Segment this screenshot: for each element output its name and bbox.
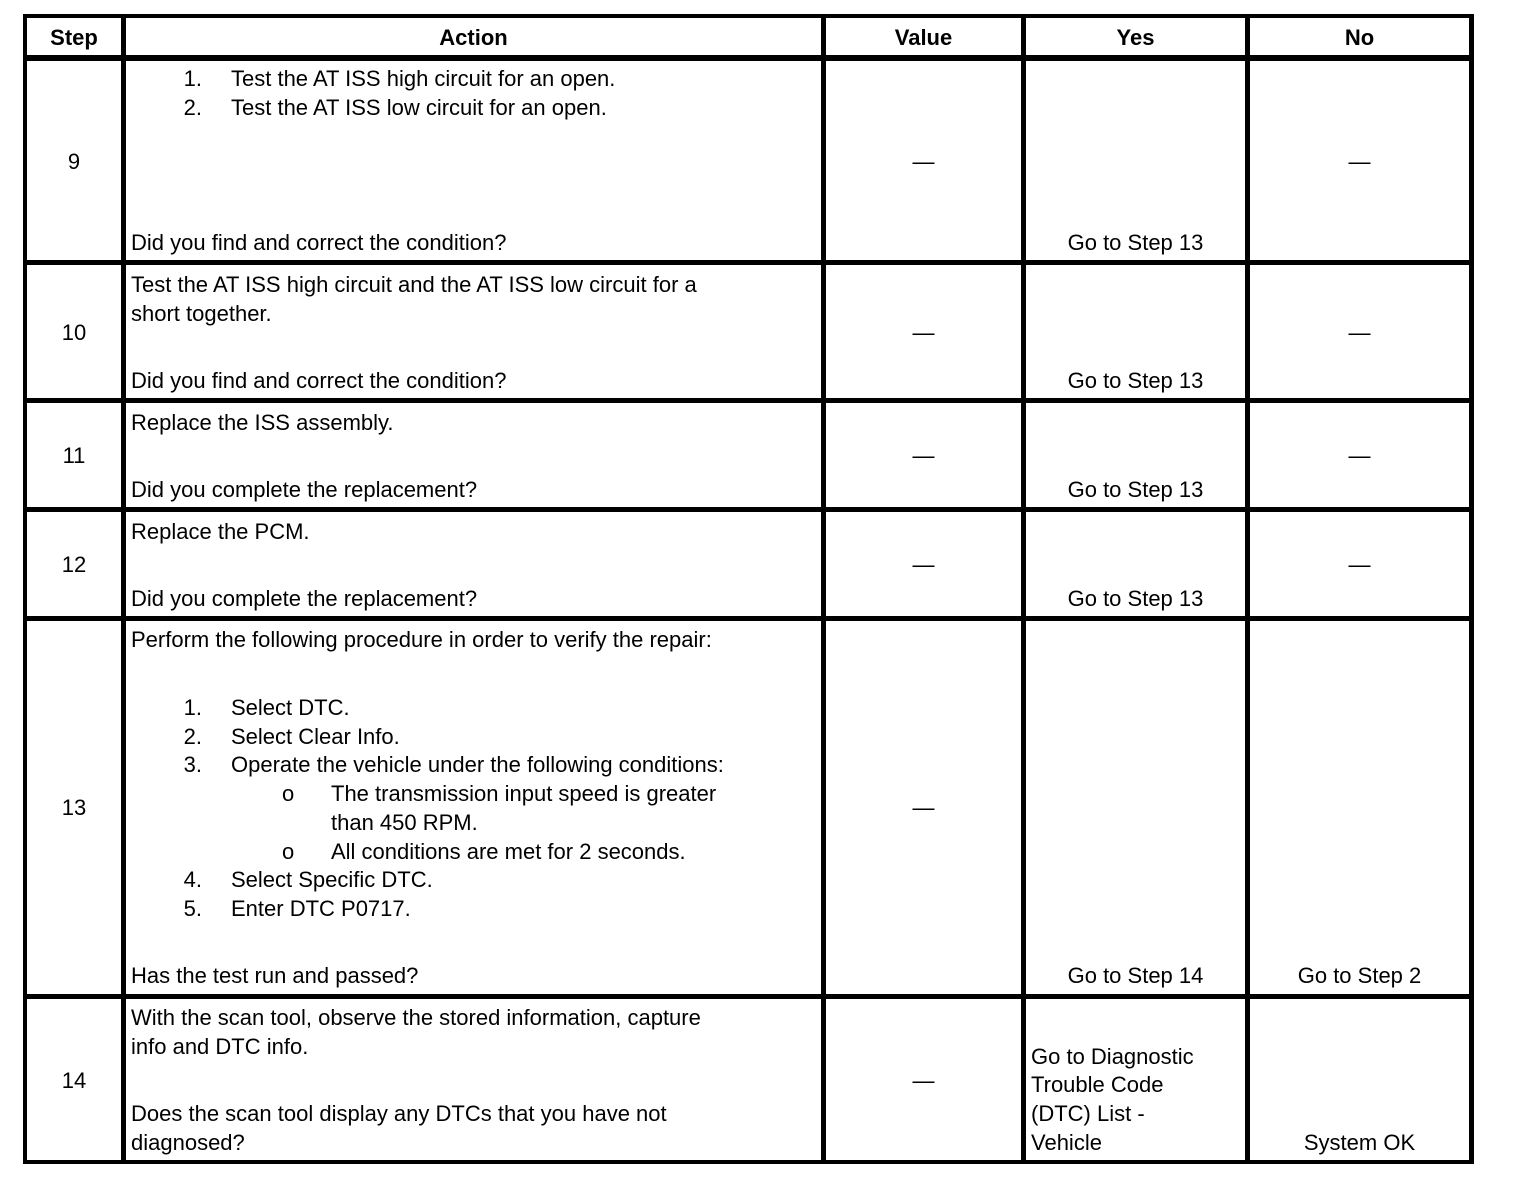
- step-number: 14: [61, 1068, 87, 1093]
- sublist-item-text: than 450 RPM.: [331, 810, 478, 835]
- list-number: 5.: [183, 896, 202, 921]
- action-text: info and DTC info.: [131, 1034, 309, 1059]
- table-rule: [23, 994, 1474, 999]
- header-action: Action: [439, 25, 508, 50]
- step-number: 12: [61, 552, 87, 577]
- table-rule: [23, 14, 1474, 18]
- table-rule: [23, 616, 1474, 621]
- no-cell: —: [1348, 443, 1371, 468]
- no-cell: —: [1348, 320, 1371, 345]
- action-text: short together.: [131, 301, 272, 326]
- action-question: Did you find and correct the condition?: [131, 368, 507, 393]
- value-cell: —: [912, 1068, 935, 1093]
- header-step: Step: [50, 25, 98, 50]
- sublist-bullet: o: [282, 839, 295, 864]
- value-cell: —: [912, 320, 935, 345]
- list-number: 4.: [183, 867, 202, 892]
- yes-cell: Go to Diagnostic: [1031, 1044, 1194, 1069]
- value-cell: —: [912, 552, 935, 577]
- value-cell: —: [912, 443, 935, 468]
- action-question: Did you find and correct the condition?: [131, 230, 507, 255]
- list-number: 3.: [183, 752, 202, 777]
- table-rule: [1469, 14, 1474, 1164]
- action-text: Perform the following procedure in order to verify the repair:: [131, 627, 712, 652]
- header-no: No: [1344, 25, 1375, 50]
- action-text: Replace the PCM.: [131, 519, 310, 544]
- no-cell: Go to Step 2: [1297, 963, 1422, 988]
- list-item-text: Enter DTC P0717.: [231, 896, 411, 921]
- list-item-text: Test the AT ISS low circuit for an open.: [231, 95, 607, 120]
- yes-cell: Go to Step 13: [1067, 477, 1204, 502]
- step-number: 13: [61, 795, 87, 820]
- action-question: diagnosed?: [131, 1130, 245, 1155]
- list-number: 2.: [183, 724, 202, 749]
- table-rule: [23, 55, 1474, 61]
- list-number: 1.: [183, 695, 202, 720]
- yes-cell: Go to Step 13: [1067, 230, 1204, 255]
- yes-cell: Go to Step 14: [1067, 963, 1204, 988]
- action-text: Test the AT ISS high circuit and the AT ISS low circuit for a: [131, 272, 697, 297]
- header-yes: Yes: [1116, 25, 1155, 50]
- step-number: 10: [61, 320, 87, 345]
- table-rule: [23, 14, 27, 1164]
- table-rule: [23, 1160, 1474, 1164]
- list-number: 2.: [183, 95, 202, 120]
- sublist-bullet: o: [282, 781, 295, 806]
- sublist-item-text: All conditions are met for 2 seconds.: [331, 839, 686, 864]
- yes-cell: Trouble Code: [1031, 1072, 1164, 1097]
- no-cell: System OK: [1303, 1130, 1416, 1155]
- yes-cell: (DTC) List -: [1031, 1101, 1145, 1126]
- sublist-item-text: The transmission input speed is greater: [331, 781, 717, 806]
- value-cell: —: [912, 149, 935, 174]
- list-item-text: Test the AT ISS high circuit for an open.: [231, 66, 616, 91]
- list-item-text: Select Specific DTC.: [231, 867, 433, 892]
- table-rule: [1245, 14, 1250, 1164]
- header-value: Value: [894, 25, 953, 50]
- value-cell: —: [912, 795, 935, 820]
- list-item-text: Select Clear Info.: [231, 724, 400, 749]
- yes-cell: Go to Step 13: [1067, 368, 1204, 393]
- action-text: With the scan tool, observe the stored information, capture: [131, 1005, 701, 1030]
- table-rule: [821, 14, 826, 1164]
- list-item-text: Select DTC.: [231, 695, 350, 720]
- action-question: Does the scan tool display any DTCs that you have not: [131, 1101, 667, 1126]
- table-rule: [121, 14, 126, 1164]
- action-question: Has the test run and passed?: [131, 963, 419, 988]
- list-item-text: Operate the vehicle under the following conditions:: [231, 752, 724, 777]
- table-rule: [23, 398, 1474, 403]
- list-number: 1.: [183, 66, 202, 91]
- yes-cell: Go to Step 13: [1067, 586, 1204, 611]
- step-number: 9: [67, 149, 81, 174]
- no-cell: —: [1348, 552, 1371, 577]
- table-rule: [23, 507, 1474, 512]
- yes-cell: Vehicle: [1031, 1130, 1102, 1155]
- no-cell: —: [1348, 149, 1371, 174]
- action-question: Did you complete the replacement?: [131, 477, 478, 502]
- table-rule: [23, 260, 1474, 265]
- step-number: 11: [62, 443, 86, 468]
- action-question: Did you complete the replacement?: [131, 586, 478, 611]
- action-text: Replace the ISS assembly.: [131, 410, 394, 435]
